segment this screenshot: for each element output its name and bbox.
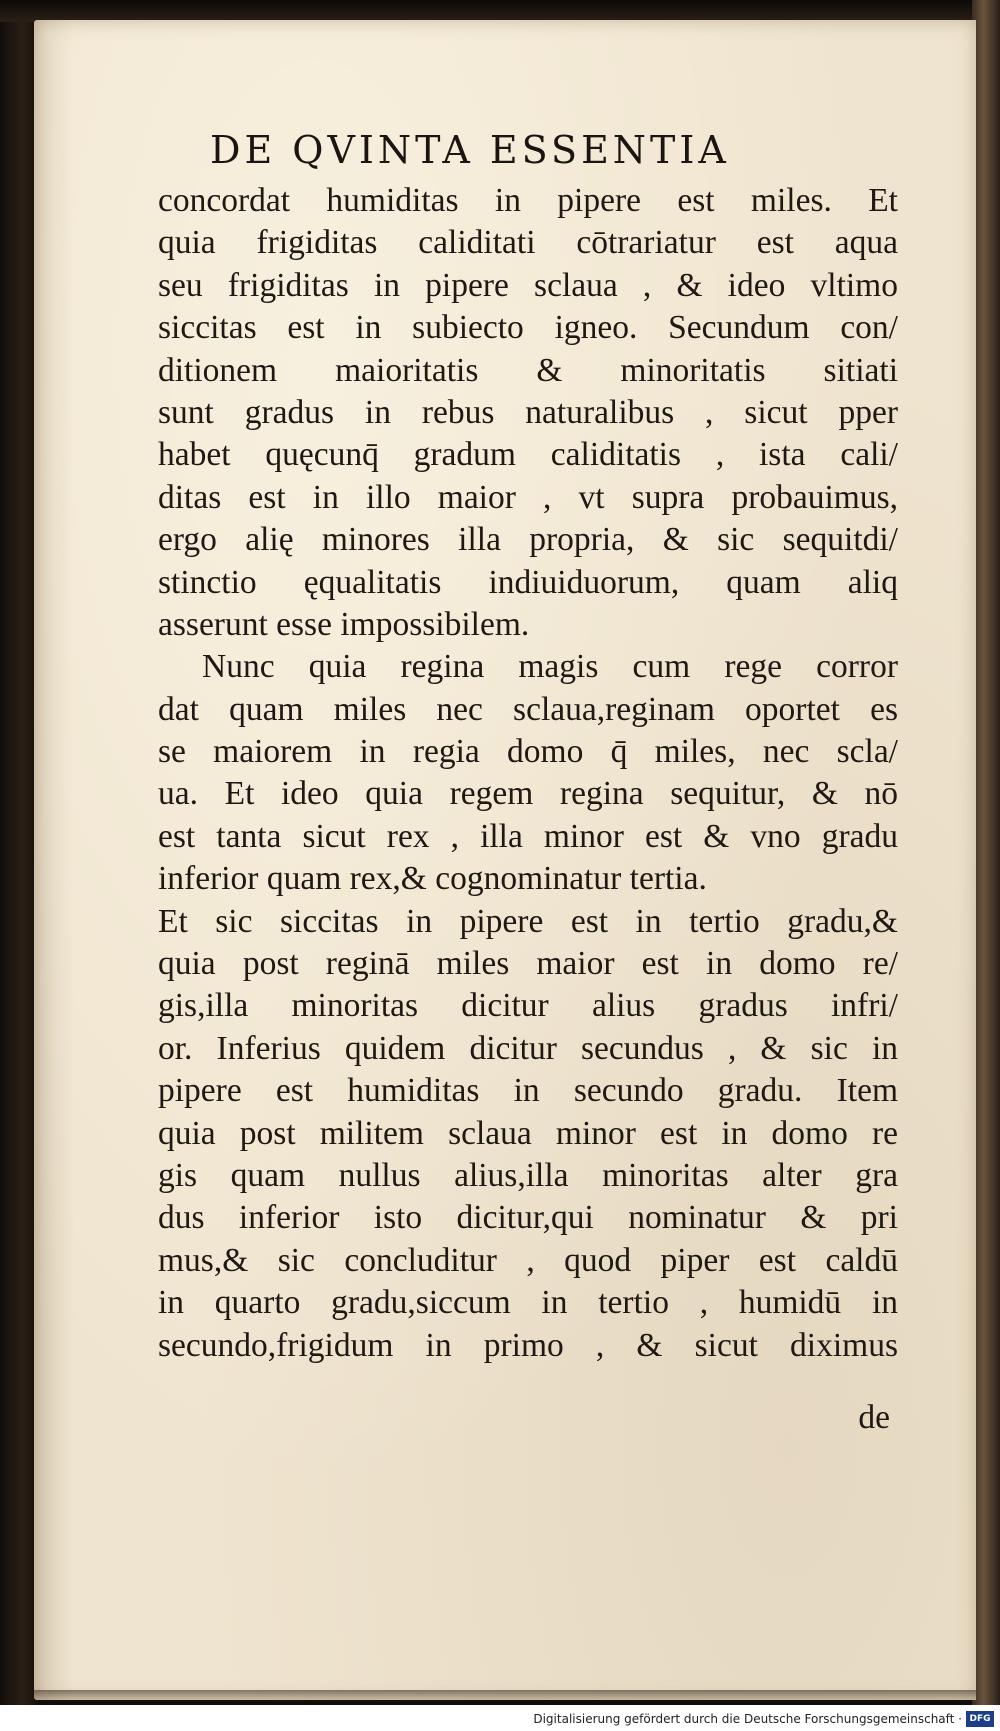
text-line: sunt gradus in rebus naturalibus , sicut pper — [158, 393, 898, 431]
text-line: quia post militem sclaua minor est in domo re — [158, 1114, 898, 1152]
text-line: secundo,frigidum in primo , & sicut diximus — [158, 1326, 898, 1364]
text-line: seu frigiditas in pipere sclaua , & ideo vltimo — [158, 266, 898, 304]
text-line: habet quęcunq̄ gradum caliditatis , ista cali/ — [158, 436, 898, 474]
running-head: DE QVINTA ESSENTIA — [210, 128, 730, 172]
text-line: ergo alię minores illa propria, & sic sequitdi/ — [158, 521, 898, 559]
text-line: ditas est in illo maior , vt supra probauimus, — [158, 478, 898, 516]
text-line: concordat humiditas in pipere est miles. Et — [158, 182, 898, 219]
page-shadow — [34, 1690, 976, 1702]
text-line: dat quam miles nec sclaua,reginam oportet es — [158, 690, 898, 728]
footer-bar — [0, 1705, 1000, 1731]
text-line: asserunt esse impossibilem. — [158, 605, 530, 643]
footer-credit-text: Digitalisierung gefördert durch die Deutsche Forschungsgemeinschaft · — [533, 1712, 962, 1726]
text-line: ua. Et ideo quia regem regina sequitur, & nō — [158, 775, 898, 813]
text-line: or. Inferius quidem dicitur secundus , & sic in — [158, 1029, 898, 1067]
text-line: quia post reginā miles maior est in domo re/ — [158, 945, 898, 983]
text-line: est tanta sicut rex , illa minor est & vno gradu — [158, 817, 898, 855]
text-line: mus,& sic concluditur , quod piper est caldū — [158, 1241, 898, 1279]
text-line: dus inferior isto dicitur,qui nominatur & pri — [158, 1199, 898, 1237]
text-line: Et sic siccitas in pipere est in tertio gradu,& — [158, 902, 898, 940]
text-line: gis quam nullus alius,illa minoritas alter gra — [158, 1156, 898, 1194]
text-line: gis,illa minoritas dicitur alius gradus infri/ — [158, 987, 898, 1025]
book-edge-right — [972, 0, 1000, 1731]
text-line: stinctio ęqualitatis indiuiduorum, quam aliq — [158, 563, 898, 601]
text-line: se maiorem in regia domo q̄ miles, nec scla/ — [158, 733, 898, 771]
dfg-logo-icon: DFG — [966, 1711, 994, 1727]
text-line: Nunc quia regina magis cum rege corror — [202, 648, 898, 686]
text-line: in quarto gradu,siccum in tertio , humidū in — [158, 1284, 898, 1322]
text-line: inferior quam rex,& cognominatur tertia. — [158, 860, 707, 898]
text-line: pipere est humiditas in secundo gradu. Item — [158, 1072, 898, 1110]
text-block — [158, 180, 898, 1367]
catchword: de — [858, 1399, 890, 1436]
book-edge-top — [0, 0, 1000, 22]
text-line: quia frigiditas caliditati cōtrariatur est aqua — [158, 224, 898, 262]
text-line: siccitas est in subiecto igneo. Secundum con/ — [158, 309, 898, 347]
text-line: ditionem maioritatis & minoritatis sitiati — [158, 351, 898, 389]
